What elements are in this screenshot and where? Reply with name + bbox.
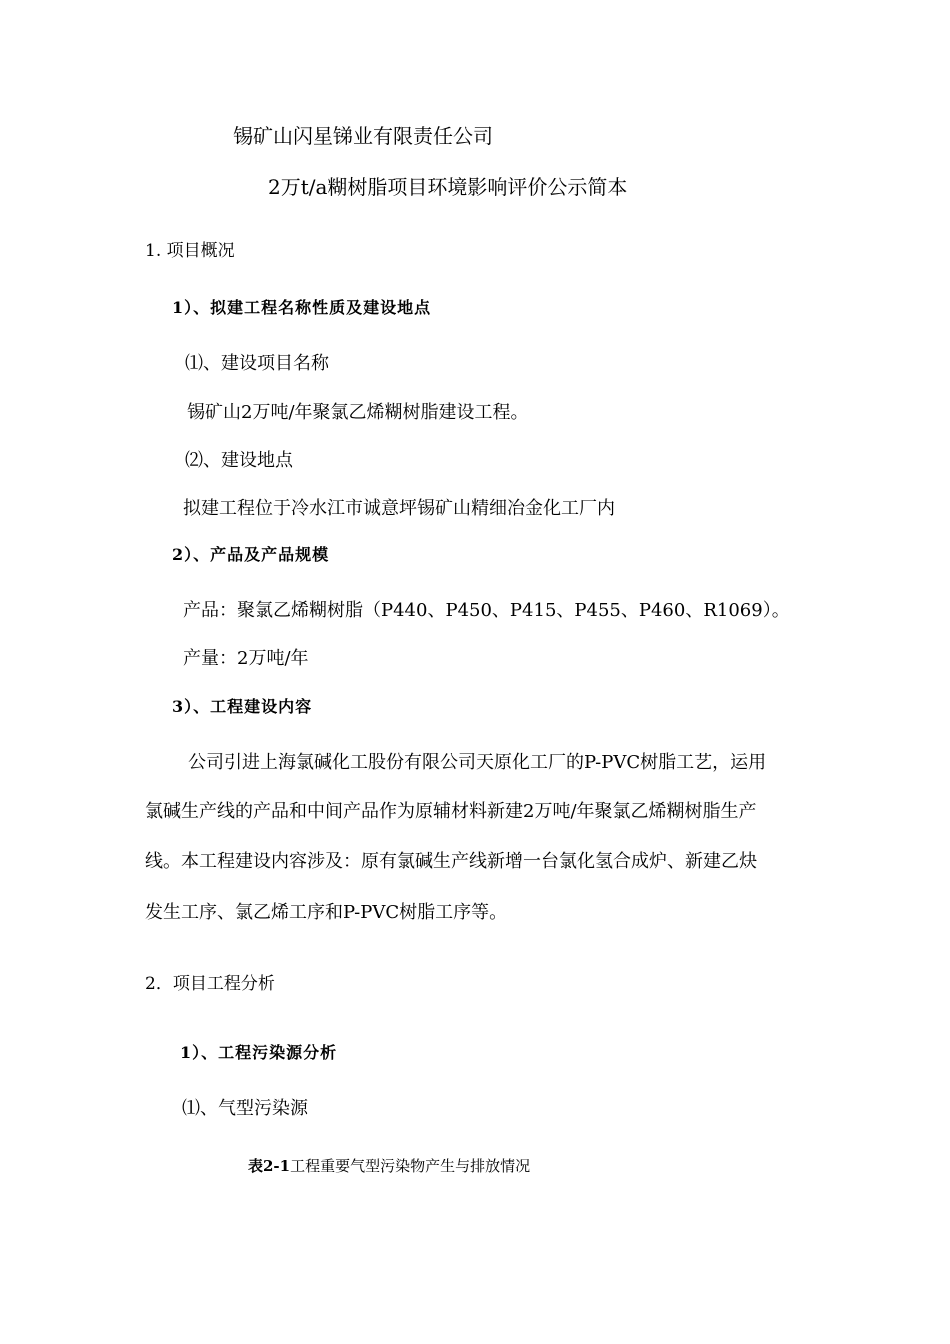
product-output: 产量：2万吨/年 — [183, 648, 309, 669]
item-label-gas-pollution: ⑴、气型污染源 — [182, 1098, 308, 1119]
section-heading-engineering-analysis: 2．项目工程分析 — [145, 974, 275, 994]
paragraph-line-3: 线。本工程建设内容涉及：原有氯碱生产线新增一台氯化氢合成炉、新建乙炔 — [145, 851, 757, 872]
paragraph-line-1: 公司引进上海氯碱化工股份有限公司天原化工厂的P-PVC树脂工艺，运用 — [188, 752, 767, 773]
document-title-company: 锡矿山闪星锑业有限责任公司 — [233, 124, 493, 148]
product-list: 产品：聚氯乙烯糊树脂（P440、P450、P415、P455、P460、R1069）。 — [183, 600, 790, 621]
subheading-project-name-location: 1）、拟建工程名称性质及建设地点 — [172, 298, 432, 317]
table-caption-text: 工程重要气型污染物产生与排放情况 — [290, 1157, 531, 1175]
table-caption-number: 表2-1 — [248, 1157, 291, 1175]
section-heading-overview: 1. 项目概况 — [145, 241, 235, 261]
table-caption — [248, 1154, 530, 1178]
paragraph-line-2: 氯碱生产线的产品和中间产品作为原辅材料新建2万吨/年聚氯乙烯糊树脂生产 — [145, 801, 757, 822]
item-label-location: ⑵、建设地点 — [185, 450, 293, 471]
document-title-project: 2万t/a糊树脂项目环境影响评价公示简本 — [268, 175, 628, 199]
item-text-location: 拟建工程位于冷水江市诚意坪锡矿山精细冶金化工厂内 — [183, 498, 615, 519]
item-label-project-name: ⑴、建设项目名称 — [185, 353, 329, 374]
paragraph-line-4: 发生工序、氯乙烯工序和P-PVC树脂工序等。 — [145, 902, 508, 923]
subheading-pollution-source: 1）、工程污染源分析 — [180, 1043, 338, 1062]
item-text-project-name: 锡矿山2万吨/年聚氯乙烯糊树脂建设工程。 — [187, 402, 529, 423]
subheading-products: 2）、产品及产品规模 — [172, 545, 330, 564]
subheading-construction-content: 3）、工程建设内容 — [172, 697, 313, 716]
